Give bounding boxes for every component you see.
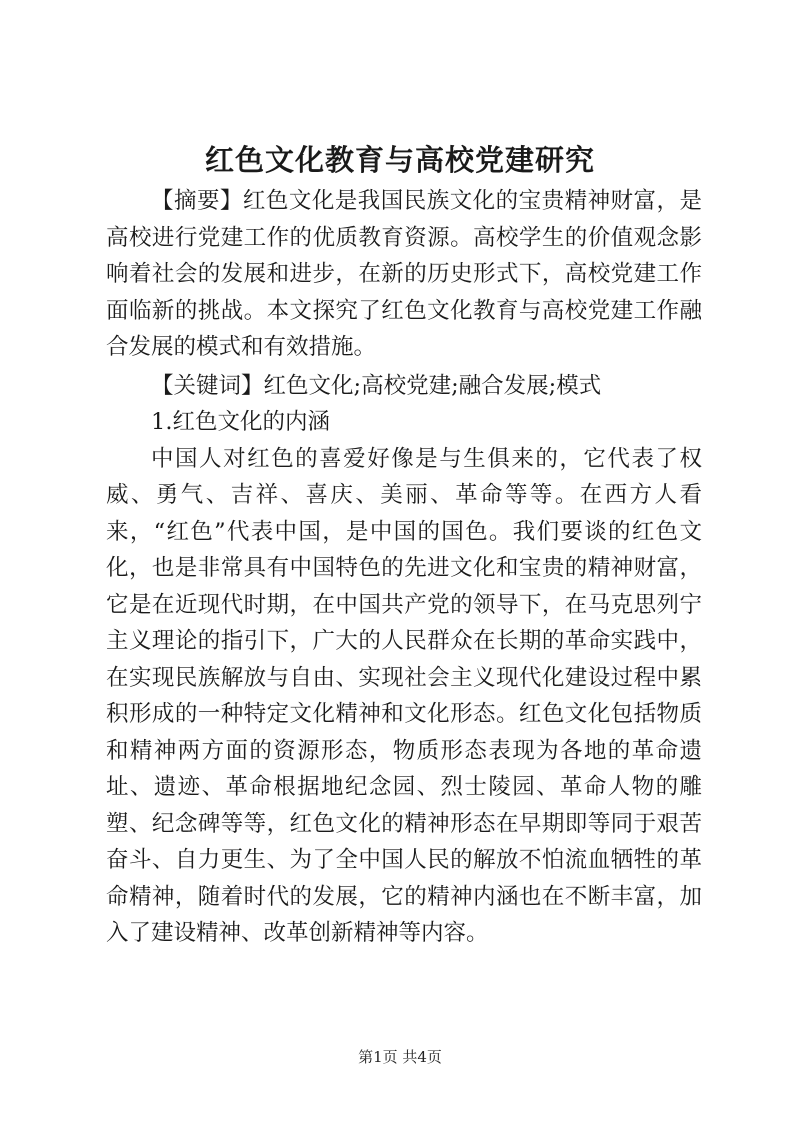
page-footer: 第1页 共4页	[358, 1048, 442, 1066]
keywords-paragraph: 【关键词】红色文化;高校党建;融合发展;模式	[151, 372, 602, 399]
document-body	[106, 183, 702, 952]
section-paragraph: 中国人对红色的喜爱好像是与生俱来的，它代表了权威、勇气、吉祥、喜庆、美丽、革命等等。在西方人看来，“红色”代表中国，是中国的国色。我们要谈的红色文化，也是非常具有中国特色的先进文化和宝贵的精神财富，它是在近现代时期，在中国共产党的领导下，在马克思列宁主义理论的指引下，广大的人民群众在长期的革命实践中，在实现民族解放与自由、实现社会主义现代化建设过程中累积形成的一种特定文化精神和文化形态。红色文化包括物质和精神两方面的资源形态，物质形态表现为各地的革命遗址、遗迹、革命根据地纪念园、烈士陵园、革命人物的雕塑、纪念碑等等，红色文化的精神形态在早期即等同于艰苦奋斗、自力更生、为了全中国人民的解放不怕流血牺牲的革命精神，随着时代的发展，它的精神内涵也在不断丰富，加入了建设精神、改革创新精神等内容。	[106, 445, 702, 946]
document-title: 红色文化教育与高校党建研究	[204, 143, 595, 177]
section-heading: 1.红色文化的内涵	[151, 409, 330, 435]
abstract-paragraph: 【摘要】红色文化是我国民族文化的宝贵精神财富，是高校进行党建工作的优质教育资源。高校学生的价值观念影响着社会的发展和进步，在新的历史形式下，高校党建工作面临新的挑战。本文探究了红色文化教育与高校党建工作融合发展的模式和有效措施。	[106, 188, 702, 360]
